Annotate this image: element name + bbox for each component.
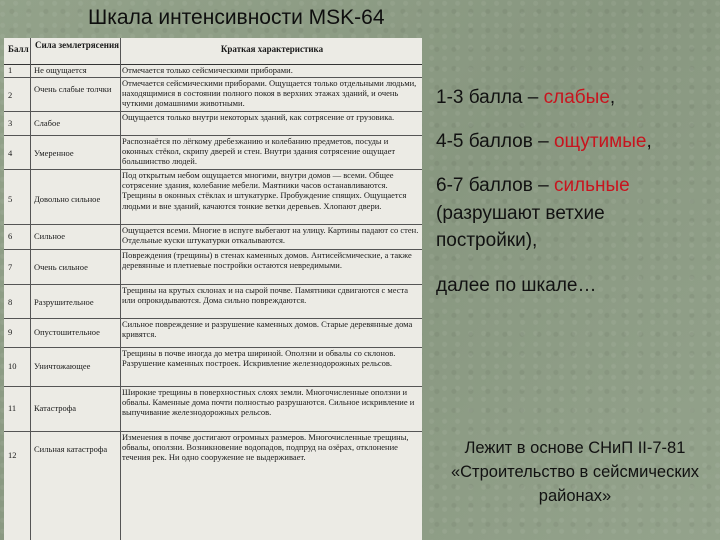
row-description: Отмечается сейсмическими приборами. Ощущается только отдельными людьми, находящимися в состоянии полного покоя в верхних этажах зданий, и очень чуткими домашними животными. xyxy=(122,78,417,109)
row-num: 8 xyxy=(8,297,13,307)
scale-category: ощутимые xyxy=(553,131,647,152)
row-description: Ощущается всеми. Многие в испуге выбегают на улицу. Картины падают со стен. Отдельные куски штукатурки откалываются. xyxy=(122,225,419,246)
header-force: Сила землетрясения xyxy=(34,40,119,50)
row-description: Трещины на крутых склонах и на сырой почве. Памятники сдвигаются с места или опрокидываются. Дома сильно повреждаются. xyxy=(122,285,409,306)
row-force: Опустошительное xyxy=(34,327,100,337)
table-row xyxy=(4,65,422,78)
table-row xyxy=(4,136,422,170)
row-num: 6 xyxy=(8,231,13,241)
row-num: 1 xyxy=(8,65,13,75)
scale-range: 4-5 баллов – xyxy=(436,131,554,152)
scale-punct: , xyxy=(609,87,616,108)
scale-category: слабые xyxy=(543,87,610,108)
row-num: 5 xyxy=(8,194,13,204)
row-force: Уничтожающее xyxy=(34,361,91,371)
table-row xyxy=(4,225,422,250)
row-description: Распознаётся по лёгкому дребезжанию и колебанию предметов, посуды и оконных стёкол, скрипу дверей и стен. Внутри здания сотрясение ощущает большинство людей. xyxy=(122,136,396,167)
row-num: 3 xyxy=(8,118,13,128)
row-description: Под открытым небом ощущается многими, внутри домов — всеми. Общее сотрясение здания, колебание мебели. Маятники часов останавливаются. Трещины в оконных стёклах и штукатурке. Пробуждение спящих. Ощущается людьми и вне зданий, качаются тонкие ветки деревьев. Хлопают двери. xyxy=(122,170,407,211)
scale-punct: , xyxy=(646,131,652,152)
table-row xyxy=(4,170,422,225)
row-num: 9 xyxy=(8,327,13,337)
row-force: Очень слабые толчки xyxy=(34,84,112,94)
row-num: 10 xyxy=(8,361,17,371)
row-force: Довольно сильное xyxy=(34,194,101,204)
row-num: 12 xyxy=(8,450,17,460)
row-force: Катастрофа xyxy=(34,403,77,413)
row-num: 11 xyxy=(8,403,17,413)
table-row xyxy=(4,387,422,432)
scale-line-noticeable xyxy=(436,128,652,155)
row-force: Слабое xyxy=(34,118,61,128)
row-force: Очень сильное xyxy=(34,262,88,272)
row-force: Разрушительное xyxy=(34,297,94,307)
scale-line-strong xyxy=(436,172,630,199)
scale-range: 6-7 баллов – xyxy=(436,175,554,196)
row-force: Сильное xyxy=(34,231,66,241)
scale-continuation: далее по шкале… xyxy=(436,275,597,296)
header-num: Балл xyxy=(8,44,29,54)
scale-range: 1-3 балла – xyxy=(436,87,544,108)
row-num: 4 xyxy=(8,148,13,158)
table-row xyxy=(4,285,422,319)
header-description: Краткая характеристика xyxy=(220,44,324,54)
row-description: Изменения в почве достигают огромных размеров. Многочисленные трещины, обвалы, оползни. Возникновение водопадов, подпруд на озёрах, отклонение течения рек. Ни одно сооружение не выдерживает. xyxy=(122,432,409,463)
table-row xyxy=(4,432,422,488)
table-row xyxy=(4,250,422,285)
table-row xyxy=(4,78,422,112)
row-force: Сильная катастрофа xyxy=(34,444,108,454)
row-num: 7 xyxy=(8,262,13,272)
slide-title: Шкала интенсивности MSK-64 xyxy=(88,6,385,29)
intensity-scale-table-scan xyxy=(4,38,422,540)
row-force: Умеренное xyxy=(34,148,74,158)
scale-category: сильные xyxy=(553,175,630,196)
table-row xyxy=(4,348,422,387)
scale-note: (разрушают ветхие постройки), xyxy=(436,203,605,251)
row-num: 2 xyxy=(8,90,13,100)
table-row xyxy=(4,112,422,136)
row-description: Сильное повреждение и разрушение каменных домов. Старые деревянные дома кривятся. xyxy=(122,319,413,340)
row-description: Ощущается только внутри некоторых зданий, как сотрясение от грузовика. xyxy=(122,112,395,122)
row-force: Не ощущается xyxy=(34,65,87,75)
row-description: Отмечается только сейсмическими приборами. xyxy=(122,65,293,75)
table-header xyxy=(4,38,422,65)
row-description: Трещины в почве иногда до метра шириной. Оползни и обвалы со склонов. Разрушение каменных построек. Искривление железнодорожных рельсов. xyxy=(122,348,396,369)
snip-footnote: Лежит в основе СНиП II-7-81 «Строительство в сейсмических районах» xyxy=(450,439,700,505)
row-description: Широкие трещины в поверхностных слоях земли. Многочисленные оползни и обвалы. Каменные дома почти полностью разрушаются. Сильное искривление и выпучивание железнодорожных рельсов. xyxy=(122,387,415,418)
table-row xyxy=(4,319,422,348)
scale-line-weak xyxy=(436,84,615,111)
row-description: Повреждения (трещины) в стенах каменных домов. Антисейсмические, а также деревянные и плетневые постройки остаются невредимыми. xyxy=(122,250,412,271)
